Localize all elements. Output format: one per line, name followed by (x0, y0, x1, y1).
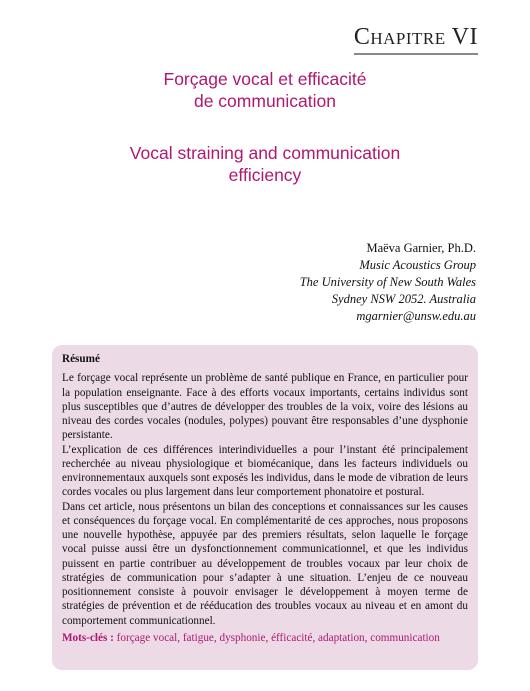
title-french-line2: de communication (193, 91, 337, 111)
keywords (62, 631, 468, 645)
author-group: Music Acoustics Group (359, 258, 476, 272)
chapter-label: Chapitre VI (353, 24, 478, 50)
abstract-box (52, 345, 478, 670)
abstract-paragraph-2: L’explication de ces différences interindividuelles a pour l’instant été principalement recherchée au niveau physiologique et biomécanique, dans les facteurs individuels ou environnementaux auxquels sont exposés les individus, dans le mode de vibration de leurs cordes vocales ou plus largement dans leur comportement phonatoire et postural. (62, 443, 468, 499)
chapter-heading (354, 24, 478, 51)
keywords-label: Mots-clés : (62, 631, 114, 644)
title-english-line1: Vocal straining and communication (129, 143, 401, 163)
abstract-paragraph-1: Le forçage vocal représente un problème de santé publique en France, en particulier pour la population enseignante. Face à des efforts vocaux importants, certains individus sont plus susceptibles que d’autres de développer des troubles de la voix, voire des lésions au niveau des cordes vocales (nodules, polypes) pouvant être responsables d’une dysphonie persistante. (62, 372, 468, 442)
title-english (0, 142, 530, 186)
title-french-line1: Forçage vocal et efficacité (163, 69, 367, 89)
keywords-text: forçage vocal, fatigue, dysphonie, éfficacité, adaptation, communication (116, 631, 440, 644)
title-french (0, 68, 530, 112)
abstract-heading: Résumé (62, 353, 100, 365)
author-name: Maëva Garnier, Ph.D. (366, 241, 476, 255)
author-block (300, 240, 476, 325)
chapter-rule (354, 53, 478, 55)
author-email: mgarnier@unsw.edu.au (356, 309, 476, 323)
author-address: Sydney NSW 2052. Australia (331, 292, 476, 306)
abstract-paragraph-3: Dans cet article, nous présentons un bilan des conceptions et connaissances sur les causes et conséquences du forçage vocal. En complémentarité de ces approches, nous proposons une nouvelle hypothèse, appuyée par des premiers résultats, selon laquelle le forçage vocal puisse aussi être un dysfonctionnement communicationnel, et que les individus puissent en partie contribuer au développement de troubles vocaux par leur choix de stratégies de communication pour s’adapter à une situation. L’enjeu de ce nouveau positionnement consiste à pouvoir envisager le développement à moyen terme de stratégies de prévention et de rééducation des troubles vocaux au niveau et en amont du comportement communicationnel. (62, 500, 468, 627)
title-english-line2: efficiency (228, 165, 302, 185)
author-university: The University of New South Wales (299, 275, 476, 289)
